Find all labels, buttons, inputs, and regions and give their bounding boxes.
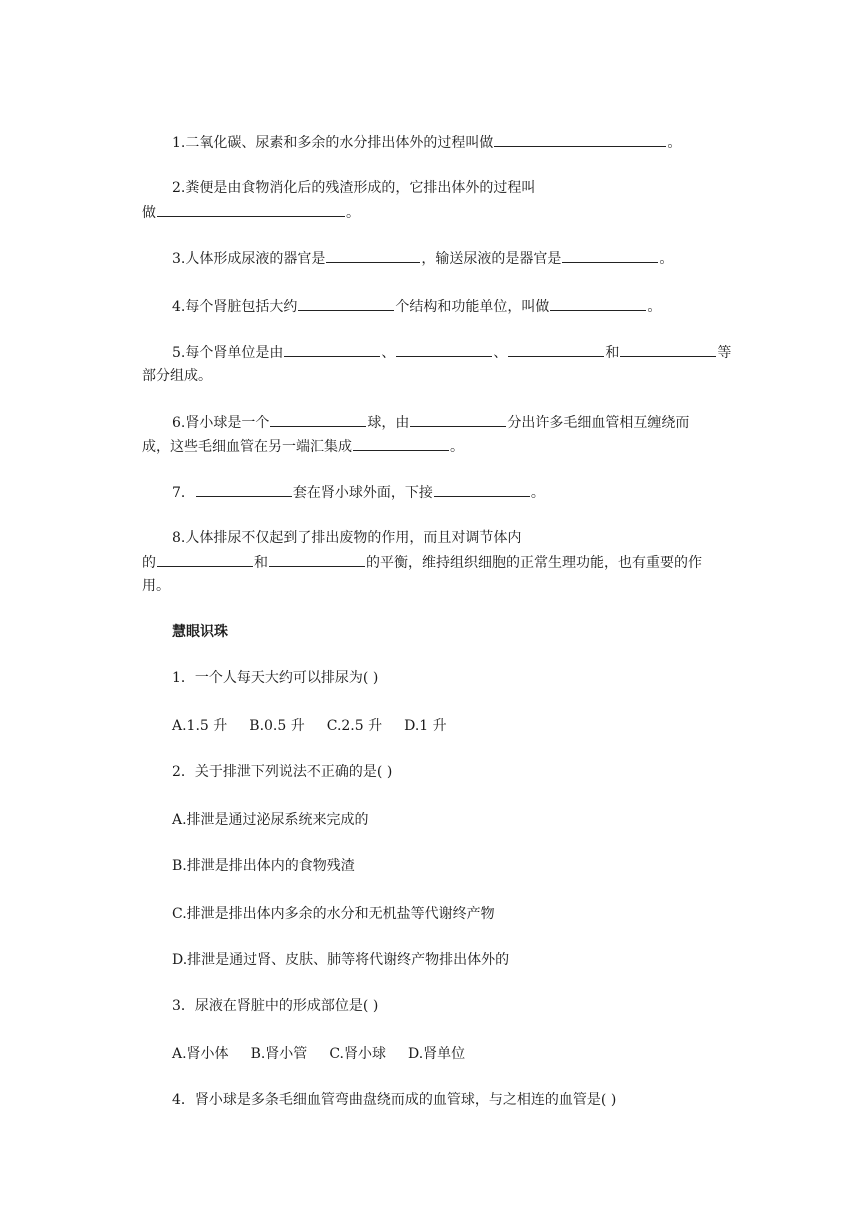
mc-question-3-options (172, 1044, 752, 1064)
section-title: 慧眼识珠 (172, 624, 228, 640)
option-a[interactable]: A.1.5 升 (172, 718, 228, 734)
option-a[interactable]: A.排泄是通过泌尿系统来完成的 (172, 812, 369, 828)
answer-blank[interactable] (157, 552, 253, 567)
fill-question-5: 5.每个肾单位是由 、 、 和 等 (172, 342, 752, 363)
answer-blank[interactable] (562, 248, 658, 263)
mc-question-1-options (172, 716, 752, 736)
option-c[interactable]: C.肾小球 (329, 1046, 386, 1062)
mc-question-1: 1．一个人每天大约可以排尿为( ) (172, 670, 379, 686)
answer-blank[interactable] (353, 436, 449, 451)
answer-blank[interactable] (508, 342, 604, 357)
option-d[interactable]: D.肾单位 (407, 1046, 466, 1062)
answer-blank[interactable] (550, 296, 646, 311)
fill-question-1: 1.二氧化碳、尿素和多余的水分排出体外的过程叫做 。 (172, 132, 752, 153)
option-c[interactable]: C.2.5 升 (326, 718, 383, 734)
fill-question-6-cont: 成，这些毛细血管在另一端汇集成 。 (142, 436, 722, 457)
answer-blank[interactable] (269, 552, 365, 567)
answer-blank[interactable] (396, 342, 492, 357)
answer-blank[interactable] (196, 482, 292, 497)
answer-blank[interactable] (270, 412, 366, 427)
fill-question-8-end: 用。 (142, 578, 170, 594)
answer-blank[interactable] (434, 482, 530, 497)
answer-blank[interactable] (157, 202, 345, 217)
option-b[interactable]: B.排泄是排出体内的食物残渣 (172, 858, 355, 874)
fill-question-8: 8.人体排尿不仅起到了排出废物的作用，而且对调节体内 (172, 530, 522, 546)
fill-question-3: 3.人体形成尿液的器官是 ，输送尿液的是器官是 。 (172, 248, 752, 269)
option-b[interactable]: B.0.5 升 (249, 718, 305, 734)
answer-blank[interactable] (326, 248, 420, 263)
fill-question-5-cont: 部分组成。 (142, 368, 212, 384)
option-b[interactable]: B.肾小管 (250, 1046, 308, 1062)
answer-blank[interactable] (284, 342, 380, 357)
answer-blank[interactable] (494, 132, 666, 147)
fill-question-4: 4.每个肾脏包括大约 个结构和功能单位，叫做 。 (172, 296, 752, 317)
answer-blank[interactable] (620, 342, 716, 357)
fill-question-2-cont: 做 。 (142, 202, 722, 223)
mc-question-2: 2．关于排泄下列说法不正确的是( ) (172, 764, 393, 780)
fill-question-7: 7． 套在肾小球外面，下接 。 (172, 482, 752, 503)
mc-question-4: 4．肾小球是多条毛细血管弯曲盘绕而成的血管球，与之相连的血管是( ) (172, 1092, 617, 1108)
option-c[interactable]: C.排泄是排出体内多余的水分和无机盐等代谢终产物 (172, 906, 495, 922)
option-d[interactable]: D.1 升 (404, 718, 447, 734)
answer-blank[interactable] (298, 296, 394, 311)
fill-question-2: 2.粪便是由食物消化后的残渣形成的，它排出体外的过程叫 (172, 180, 536, 196)
option-d[interactable]: D.排泄是通过肾、皮肤、肺等将代谢终产物排出体外的 (172, 952, 510, 968)
fill-question-6: 6.肾小球是一个 球，由 分出许多毛细血管相互缠绕而 (172, 412, 752, 433)
option-a[interactable]: A.肾小体 (172, 1046, 229, 1062)
mc-question-3: 3．尿液在肾脏中的形成部位是( ) (172, 998, 379, 1014)
answer-blank[interactable] (410, 412, 506, 427)
fill-question-8-cont: 的 和 的平衡，维持组织细胞的正常生理功能，也有重要的作 (142, 552, 722, 573)
